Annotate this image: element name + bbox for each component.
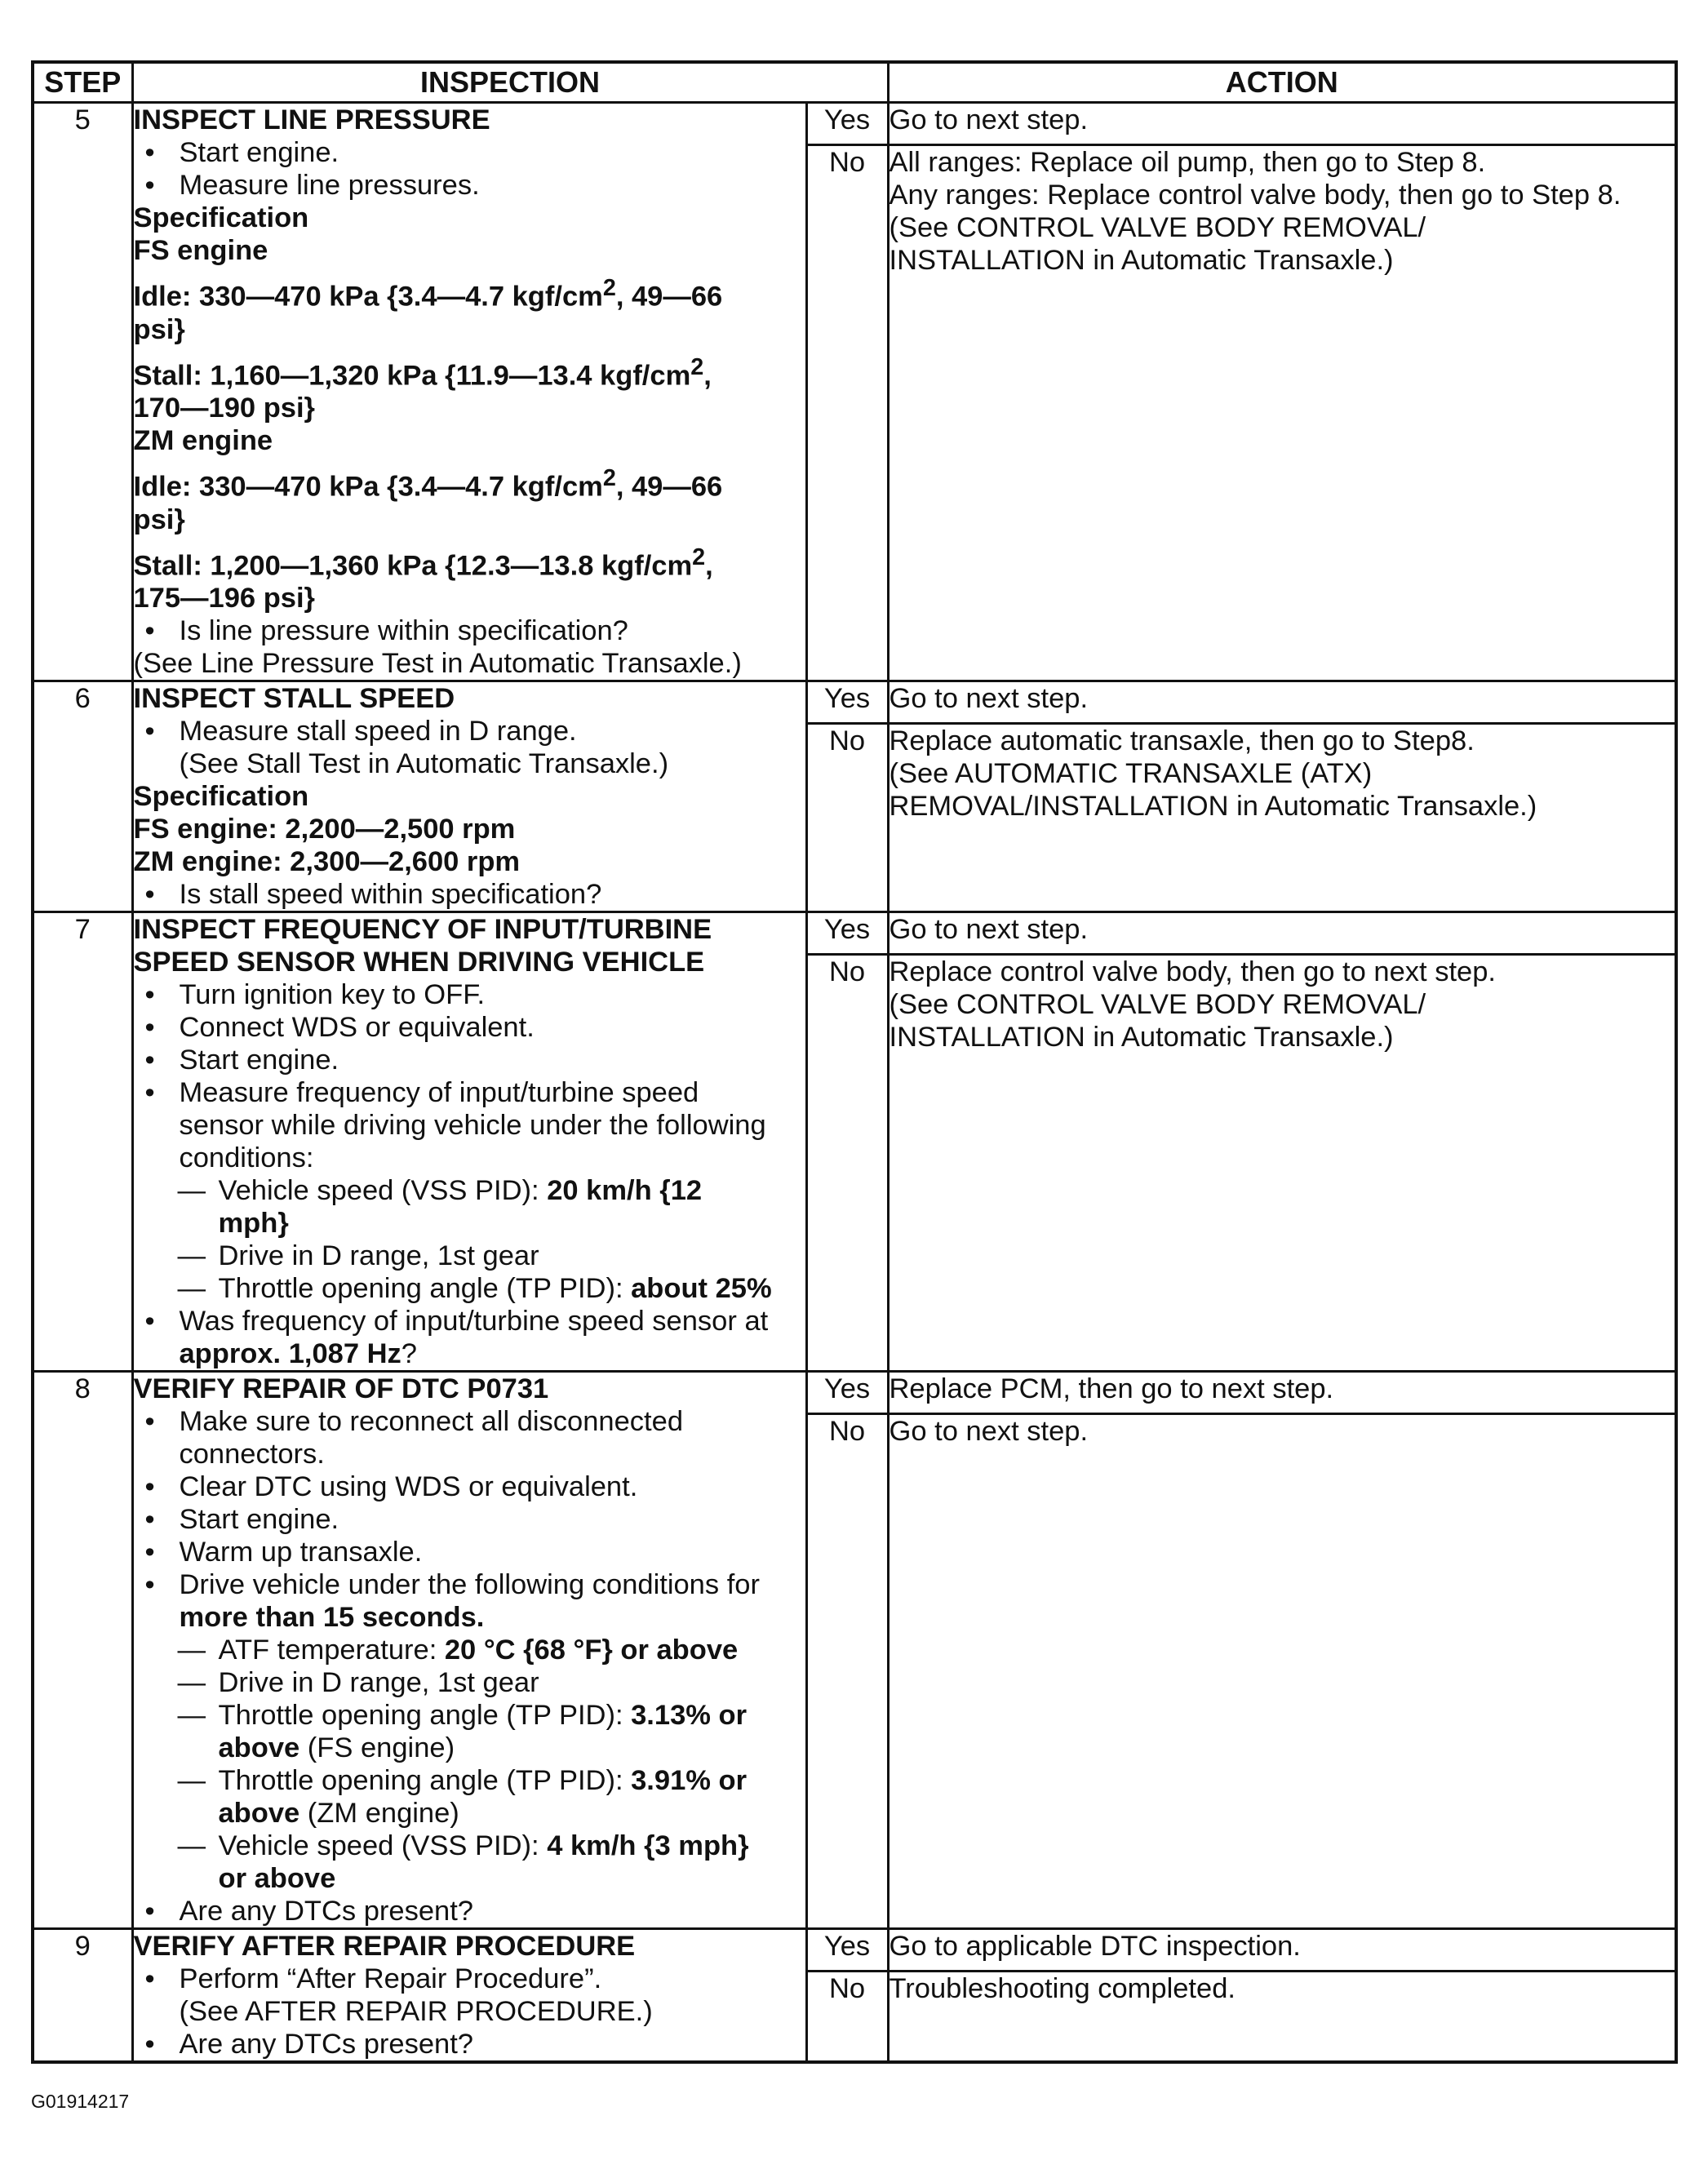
no-action: All ranges: Replace oil pump, then go to Step 8. Any ranges: Replace control valve body, then go to Step 8. (See CONTROL VALVE BODY REMOVAL/ INSTALLATION in Automatic Transaxle.) [888,145,1676,681]
spec-value-cont: 175—196 psi} [133,583,315,614]
inspection-column-header: INSPECTION [132,62,888,103]
list-item: • Turn ignition key to OFF. [134,978,805,1011]
inspection-cell [132,1929,806,2063]
yes-action: Go to next step. [888,912,1676,955]
list-item: • Connect WDS or equivalent. [134,1011,805,1044]
condition-item: — Drive in D range, 1st gear [134,1666,805,1699]
spec-value-cont: psi} [133,503,185,535]
reference-note: (See Stall Test in Automatic Transaxle.) [179,748,669,779]
list-item: • Start engine. [134,1503,805,1536]
condition-item-cont: or above [218,1863,336,1894]
inspection-cell [132,681,806,912]
condition-item: — ATF temperature: 20 °C {68 °F} or above [134,1634,805,1666]
condition-item: — Drive in D range, 1st gear [134,1240,805,1272]
result-yes-label: Yes [806,912,888,955]
spec-value: FS engine: 2,200—2,500 rpm [133,814,516,845]
condition-item: — Vehicle speed (VSS PID): 20 km/h {12 [134,1174,805,1207]
condition-item: — Vehicle speed (VSS PID): 4 km/h {3 mph} [134,1830,805,1862]
result-no-label: No [806,145,888,681]
inspection-cell [132,912,806,1372]
list-item: • Warm up transaxle. [134,1536,805,1568]
result-no-label: No [806,1972,888,2063]
condition-item: — Throttle opening angle (TP PID): 3.91% or [134,1764,805,1797]
action-column-header: ACTION [888,62,1676,103]
list-item: • Make sure to reconnect all disconnected connectors. [134,1405,805,1470]
spec-value: ZM engine: 2,300—2,600 rpm [133,846,521,877]
list-item: • Perform “After Repair Procedure”. [134,1963,805,1995]
condition-item-cont: mph} [218,1208,289,1239]
list-item: • Are any DTCs present? [134,2028,805,2060]
result-yes-label: Yes [806,681,888,724]
step-row-9-yes [33,1929,1676,1972]
reference-note: (See AFTER REPAIR PROCEDURE.) [179,1996,653,2027]
result-yes-label: Yes [806,1372,888,1414]
condition-item-cont: above (FS engine) [218,1732,455,1763]
table-header-row [33,62,1676,103]
list-item: • Measure stall speed in D range. [134,715,805,747]
step-row-5-yes [33,103,1676,145]
list-item: • Drive vehicle under the following conditions for more than 15 seconds. [134,1568,805,1634]
troubleshooting-procedure-sheet [31,60,1675,2064]
spec-value: Stall: 1,160—1,320 kPa {11.9—13.4 kgf/$cm^2$, [133,353,712,391]
result-no-label: No [806,724,888,912]
inspection-title: INSPECT STALL SPEED [133,683,455,714]
inspection-title-cont: SPEED SENSOR WHEN DRIVING VEHICLE [133,947,705,978]
step-number: 9 [33,1929,132,2063]
procedure-table [31,60,1678,2064]
list-item: • Is stall speed within specification? [134,878,805,911]
step-row-7-yes [33,912,1676,955]
yes-action: Go to next step. [888,681,1676,724]
yes-action: Go to applicable DTC inspection. [888,1929,1676,1972]
inspection-title: INSPECT LINE PRESSURE [133,104,490,135]
no-action: Troubleshooting completed. [888,1972,1676,2063]
spec-value: Stall: 1,200—1,360 kPa {12.3—13.8 kgf/$cm^2$, [133,543,713,581]
result-no-label: No [806,955,888,1372]
condition-item-cont: above (ZM engine) [218,1798,459,1829]
list-item: • Start engine. [134,136,805,169]
step-column-header: STEP [33,62,132,103]
list-item: • Measure line pressures. [134,169,805,202]
list-item: • Start engine. [134,1044,805,1076]
condition-item: — Throttle opening angle (TP PID): about 25% [134,1272,805,1305]
list-item: • Was frequency of input/turbine speed sensor at approx. 1,087 Hz? [134,1305,805,1370]
list-item: • Clear DTC using WDS or equivalent. [134,1470,805,1503]
step-number: 7 [33,912,132,1372]
step-number: 8 [33,1372,132,1929]
list-item: • Is line pressure within specification? [134,614,805,647]
step-row-8-yes [33,1372,1676,1414]
inspection-title: INSPECT FREQUENCY OF INPUT/TURBINE [133,914,712,945]
no-action: Replace automatic transaxle, then go to Step8. (See AUTOMATIC TRANSAXLE (ATX) REMOVAL/INSTALLATION in Automatic Transaxle.) [888,724,1676,912]
yes-action: Go to next step. [888,103,1676,145]
result-no-label: No [806,1414,888,1929]
step-number: 6 [33,681,132,912]
step-number: 5 [33,103,132,681]
inspection-title: VERIFY AFTER REPAIR PROCEDURE [133,1931,636,1962]
list-item: • Are any DTCs present? [134,1895,805,1927]
yes-action: Replace PCM, then go to next step. [888,1372,1676,1414]
inspection-cell [132,1372,806,1929]
spec-value: Idle: 330—470 kPa {3.4—4.7 kgf/$cm^2$, 49—66 [133,275,723,313]
figure-id: G01914217 [31,2091,130,2112]
inspection-cell [132,103,806,681]
specification-heading: Specification [133,202,309,233]
specification-heading: Specification [133,781,309,812]
no-action: Replace control valve body, then go to next step. (See CONTROL VALVE BODY REMOVAL/ INSTALLATION in Automatic Transaxle.) [888,955,1676,1372]
list-item: • Measure frequency of input/turbine speed sensor while driving vehicle under the following conditions: [134,1076,805,1174]
inspection-title: VERIFY REPAIR OF DTC P0731 [133,1373,549,1404]
spec-value-cont: psi} [133,313,185,345]
result-yes-label: Yes [806,103,888,145]
engine-label: FS engine [133,235,268,266]
reference-note: (See Line Pressure Test in Automatic Transaxle.) [133,648,742,679]
spec-value-cont: 170—190 psi} [133,393,315,424]
engine-label: ZM engine [133,425,273,456]
condition-item: — Throttle opening angle (TP PID): 3.13% or [134,1699,805,1732]
spec-value: Idle: 330—470 kPa {3.4—4.7 kgf/$cm^2$, 49—66 [133,465,723,503]
result-yes-label: Yes [806,1929,888,1972]
no-action: Go to next step. [888,1414,1676,1929]
step-row-6-yes [33,681,1676,724]
